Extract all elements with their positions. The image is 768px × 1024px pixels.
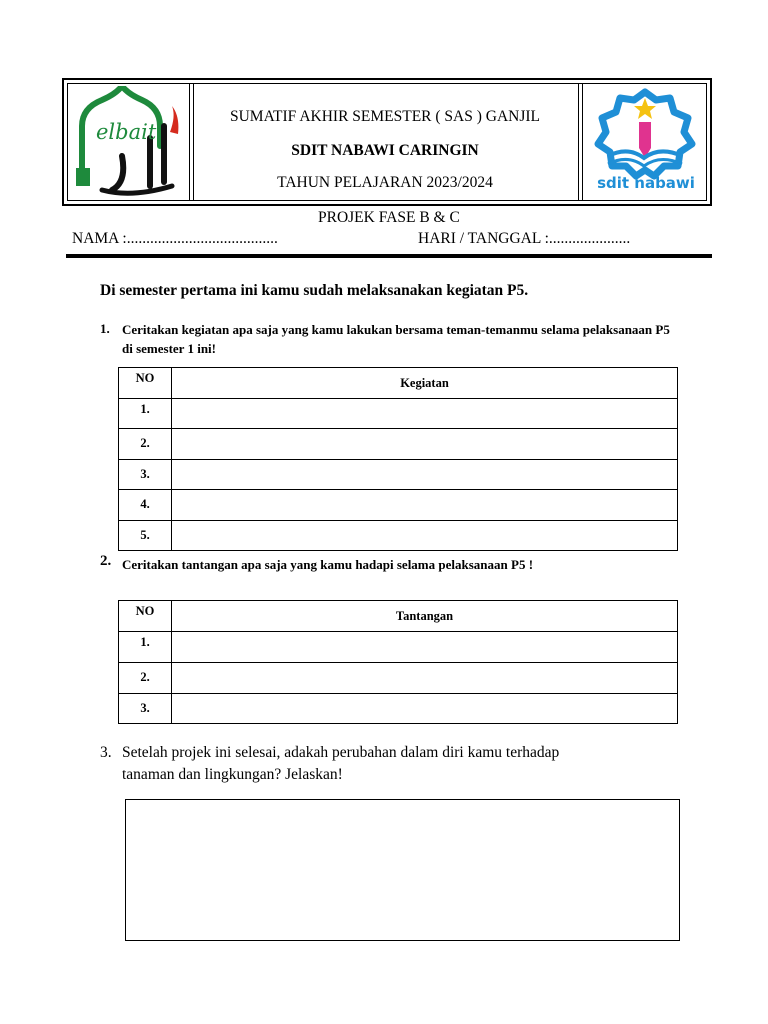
table-row bbox=[119, 429, 678, 460]
row-number: 1. bbox=[119, 632, 172, 663]
table-row bbox=[119, 521, 678, 551]
question-2-number: 2. bbox=[100, 553, 112, 569]
question-3-answer-box[interactable] bbox=[125, 799, 680, 941]
row-number: 1. bbox=[119, 399, 172, 429]
nabawi-logo bbox=[588, 86, 702, 198]
question-3-line-1: Setelah projek ini selesai, adakah perubahan dalam diri kamu terhadap bbox=[122, 744, 560, 761]
column-header-tantangan: Tantangan bbox=[172, 601, 678, 632]
project-label: PROJEK FASE B & C bbox=[318, 209, 460, 226]
answer-cell[interactable] bbox=[172, 399, 678, 429]
elbait-logo-text: elbait bbox=[96, 120, 157, 144]
question-3-line-2: tanaman dan lingkungan? Jelaskan! bbox=[122, 766, 343, 783]
nabawi-logo-text: sdit nabawi bbox=[597, 174, 695, 192]
row-number: 3. bbox=[119, 460, 172, 490]
row-number: 5. bbox=[119, 521, 172, 551]
answer-cell[interactable] bbox=[172, 521, 678, 551]
activity-table bbox=[118, 367, 678, 551]
question-2-text: Ceritakan tantangan apa saja yang kamu hadapi selama pelaksanaan P5 ! bbox=[122, 557, 534, 572]
header-separator-rule bbox=[66, 254, 712, 258]
table-row bbox=[119, 632, 678, 663]
question-3-number: 3. bbox=[100, 744, 112, 761]
table-header-row bbox=[119, 368, 678, 399]
row-number: 2. bbox=[119, 663, 172, 694]
table-row bbox=[119, 694, 678, 724]
table-row bbox=[119, 490, 678, 521]
row-number: 3. bbox=[119, 694, 172, 724]
answer-cell[interactable] bbox=[172, 694, 678, 724]
table-row bbox=[119, 663, 678, 694]
column-header-no: NO bbox=[119, 601, 172, 632]
table-row bbox=[119, 460, 678, 490]
school-name: SDIT NABAWI CARINGIN bbox=[291, 142, 479, 159]
question-1-text: Ceritakan kegiatan apa saja yang kamu lakukan bersama teman-temanmu selama pelaksanaan P5 di semester 1 ini! bbox=[122, 322, 670, 356]
school-year: TAHUN PELAJARAN 2023/2024 bbox=[277, 174, 493, 191]
intro-statement: Di semester pertama ini kamu sudah melaksanakan kegiatan P5. bbox=[100, 282, 529, 299]
exam-title: SUMATIF AKHIR SEMESTER ( SAS ) GANJIL bbox=[229, 108, 541, 125]
answer-cell[interactable] bbox=[172, 460, 678, 490]
answer-cell[interactable] bbox=[172, 632, 678, 663]
table-row bbox=[119, 399, 678, 429]
elbait-logo bbox=[72, 86, 186, 198]
answer-cell[interactable] bbox=[172, 663, 678, 694]
challenge-table bbox=[118, 600, 678, 724]
answer-cell[interactable] bbox=[172, 490, 678, 521]
question-1-number: 1. bbox=[100, 321, 110, 336]
date-field-label: HARI / TANGGAL :..................... bbox=[418, 230, 631, 247]
column-header-kegiatan: Kegiatan bbox=[172, 368, 678, 399]
column-header-no: NO bbox=[119, 368, 172, 399]
answer-cell[interactable] bbox=[172, 429, 678, 460]
row-number: 4. bbox=[119, 490, 172, 521]
table-header-row bbox=[119, 601, 678, 632]
header-divider-right-2 bbox=[582, 83, 583, 201]
row-number: 2. bbox=[119, 429, 172, 460]
name-field-label: NAMA :....................................... bbox=[72, 230, 278, 247]
